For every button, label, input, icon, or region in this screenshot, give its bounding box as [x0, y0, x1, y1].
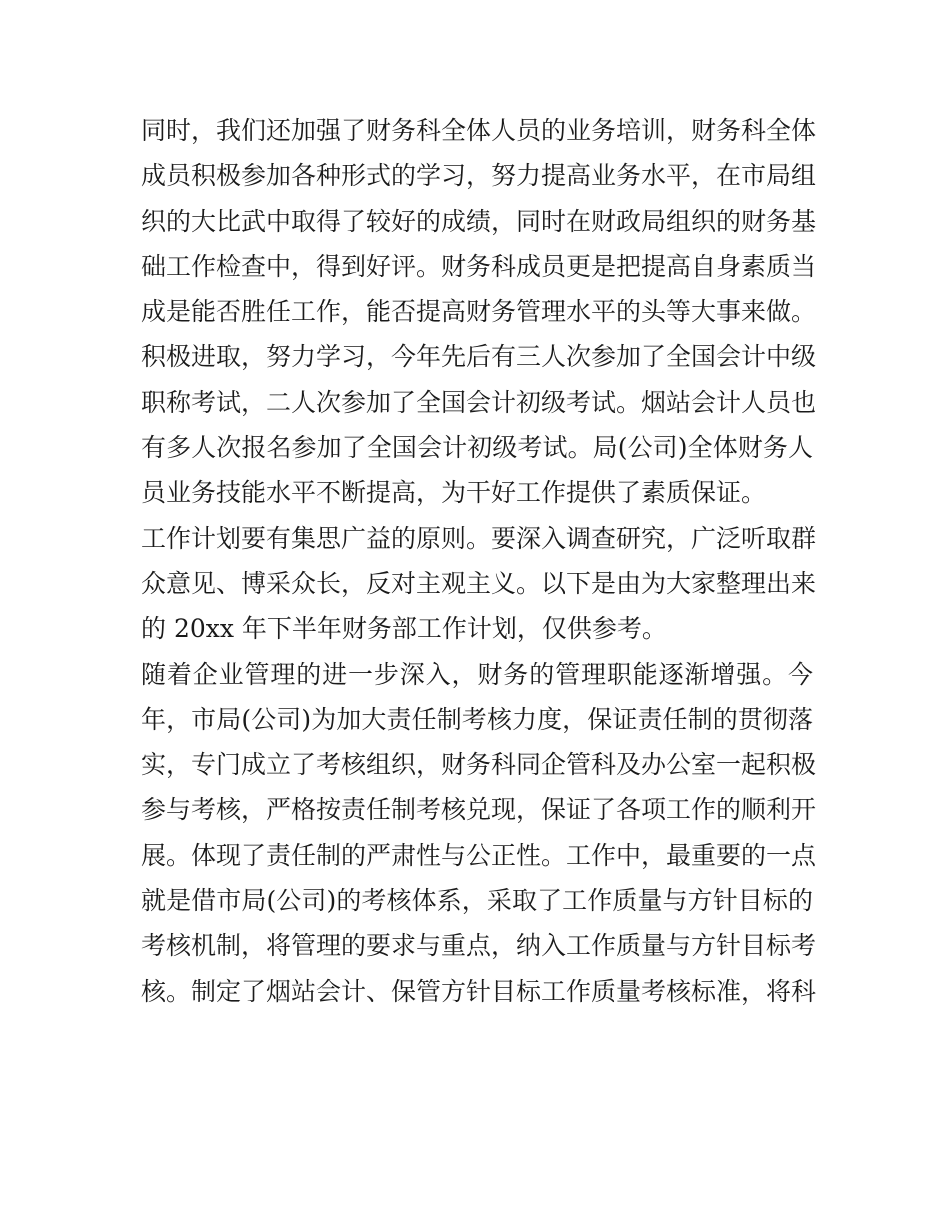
text-line: 实，专门成立了考核组织，财务科同企管科及办公室一起积极: [141, 750, 817, 780]
text-line: 的 20xx 年下半年财务部工作计划，仅供参考。: [141, 614, 667, 644]
text-line: 成是能否胜任工作，能否提高财务管理水平的头等大事来做。: [141, 297, 817, 327]
text-line: 同时，我们还加强了财务科全体人员的业务培训，财务科全体: [141, 116, 817, 145]
text-line: 职称考试，二人次参加了全国会计初级考试。烟站会计人员也: [141, 387, 817, 417]
text-line: 众意见、博采众长，反对主观主义。以下是由为大家整理出来: [141, 568, 817, 598]
text-line: 展。体现了责任制的严肃性与公正性。工作中，最重要的一点: [141, 840, 817, 870]
text-line: 织的大比武中取得了较好的成绩，同时在财政局组织的财务基: [141, 206, 817, 236]
document-body: [141, 108, 817, 1014]
text-line: 参与考核，严格按责任制考核兑现，保证了各项工作的顺利开: [141, 795, 817, 825]
text-line: 随着企业管理的进一步深入，财务的管理职能逐渐增强。今: [141, 659, 813, 689]
text-line: 年，市局(公司)为加大责任制考核力度，保证责任制的贯彻落: [141, 704, 813, 734]
text-line: 工作计划要有集思广益的原则。要深入调查研究，广泛听取群: [141, 523, 817, 553]
text-line: 员业务技能水平不断提高，为干好工作提供了素质保证。: [141, 478, 767, 508]
text-line: 有多人次报名参加了全国会计初级考试。局(公司)全体财务人: [141, 433, 813, 463]
text-line: 核。制定了烟站会计、保管方针目标工作质量考核标准，将科: [141, 976, 817, 1006]
text-line: 积极进取，努力学习，今年先后有三人次参加了全国会计中级: [141, 342, 817, 372]
text-line: 考核机制，将管理的要求与重点，纳入工作质量与方针目标考: [141, 931, 817, 961]
text-line: 础工作检查中，得到好评。财务科成员更是把提高自身素质当: [141, 251, 817, 281]
text-line: 成员积极参加各种形式的学习，努力提高业务水平，在市局组: [141, 161, 817, 191]
text-line: 就是借市局(公司)的考核体系，采取了工作质量与方针目标的: [141, 886, 813, 916]
